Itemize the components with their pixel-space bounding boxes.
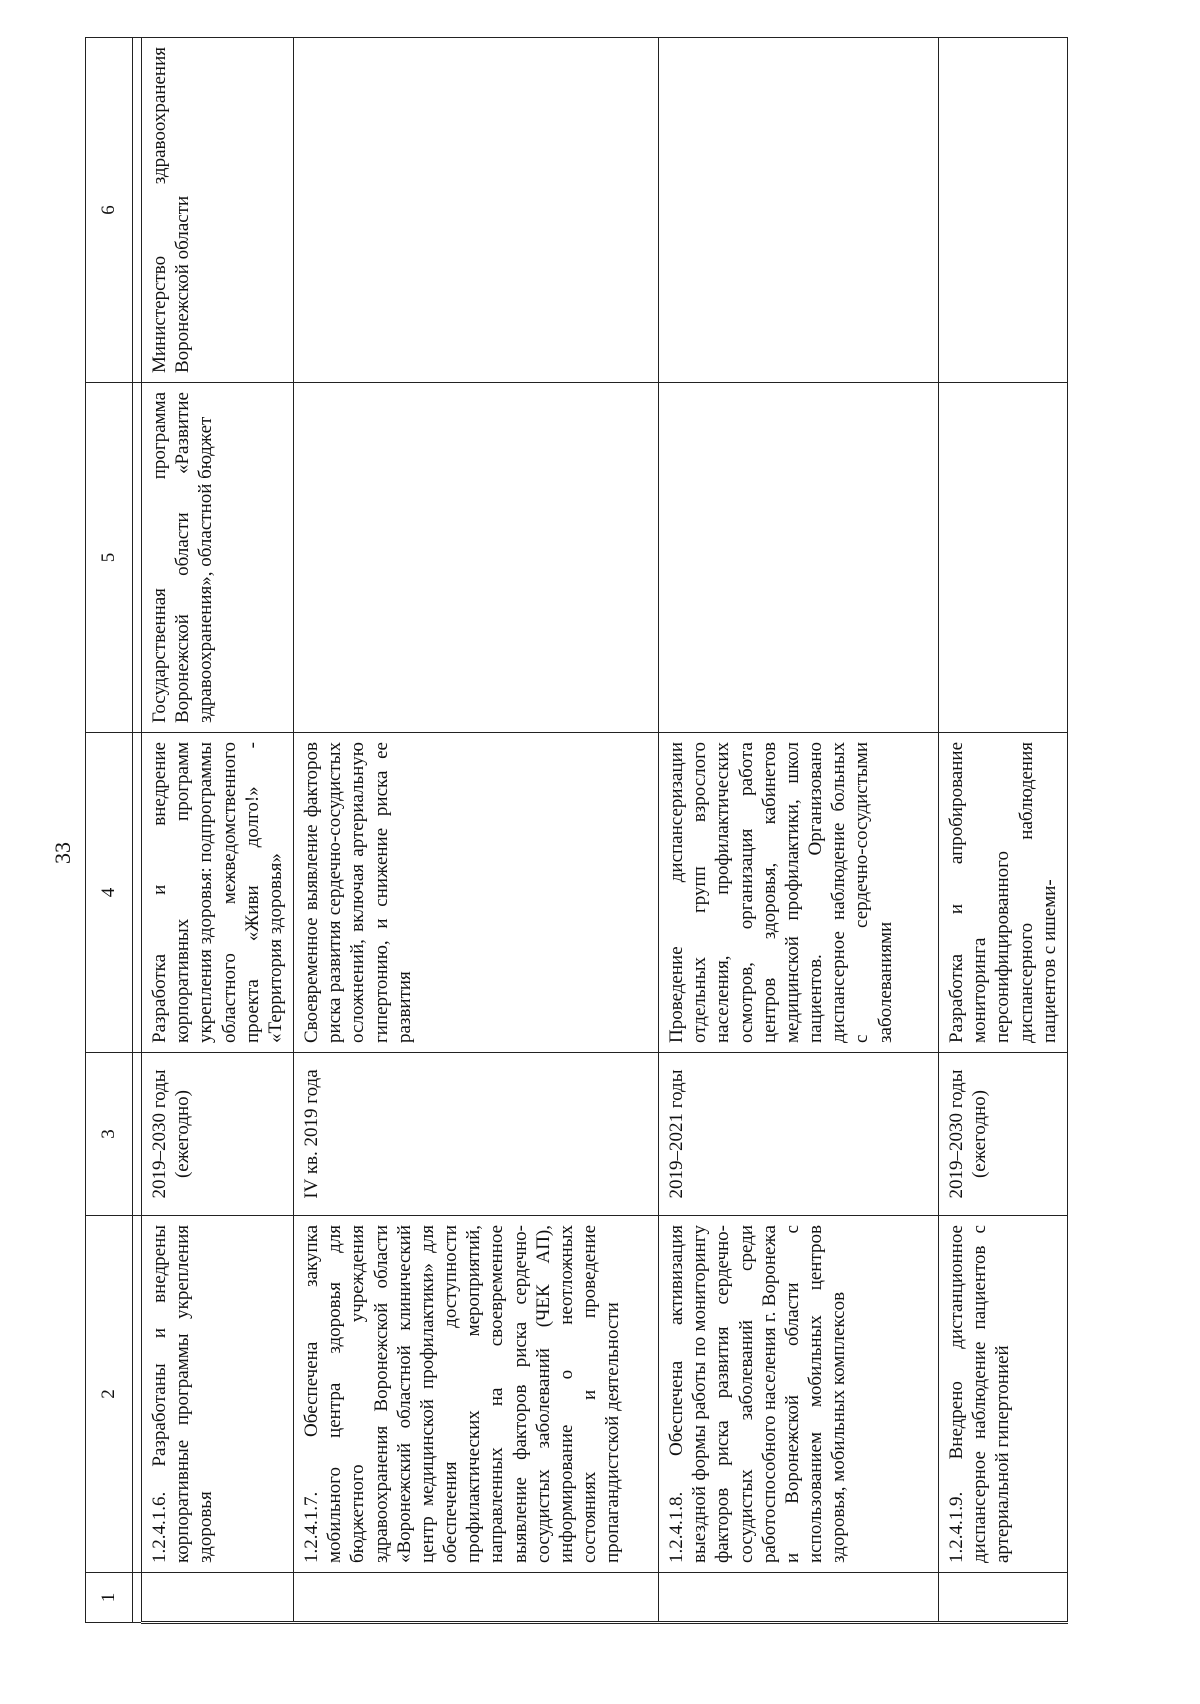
cell-deadline: IV кв. 2019 года: [294, 1053, 659, 1216]
cell-col1: [142, 1573, 294, 1623]
cell-description: Своевременное выявление факторов риска развития сердечно-сосудистых осложнений, включая артериальную гипертонию, и снижение риска ее развития: [294, 733, 659, 1053]
column-number: 5: [86, 383, 133, 733]
cell-description: Проведение диспансеризации отдельных групп взрослого населения, профилактических осмотров, организация работа центров здоровья, кабинетов медицинской профилактики, школ пациентов. Организовано диспансерное наблюдение больных с сердечно-сосудистыми заболеваниями: [659, 733, 939, 1053]
cell-col1: [294, 1573, 659, 1623]
cell-funding-source: [294, 383, 659, 733]
column-number: 1: [86, 1573, 133, 1623]
cell-responsible: Министерство здравоохранения Воронежской области: [142, 38, 294, 383]
cell-description: Разработка и апробирование мониторинга персонифицированного диспансерного наблюдения пациентов с ишеми-: [939, 733, 1068, 1053]
separator-row: [133, 38, 142, 1623]
table-row: [659, 38, 939, 1623]
table-row: [142, 38, 294, 1623]
cell-responsible: [939, 38, 1068, 383]
cell-col1: [939, 1573, 1068, 1623]
table-row: [294, 38, 659, 1623]
cell-measure: 1.2.4.1.7. Обеспечена закупка мобильного центра здоровья для бюджетного учреждения здравоохранения Воронежской области «Воронежский областной клинический центр медицинской профилактики» для обеспечения доступности профилактических мероприятий, направленных на своевременное выявление факторов риска сердечно-сосудистых заболеваний (ЧЕК АП), информирование о неотложных состояниях и проведение пропагандистской деятельности: [294, 1216, 659, 1573]
cell-measure: 1.2.4.1.9. Внедрено дистанционное диспансерное наблюдение пациентов с артериальной гипертонией: [939, 1216, 1068, 1573]
cell-funding-source: Государственная программа Воронежской области «Развитие здравоохранения», областной бюджет: [142, 383, 294, 733]
cell-deadline: 2019–2021 годы: [659, 1053, 939, 1216]
cell-deadline: 2019–2030 годы (ежегодно): [142, 1053, 294, 1216]
column-number-row: [86, 38, 133, 1623]
cell-description: Разработка и внедрение корпоративных программ укрепления здоровья: подпрограммы областного межведомственного проекта «Живи долго!» - «Территория здоровья»: [142, 733, 294, 1053]
column-number: 6: [86, 38, 133, 383]
cell-measure: 1.2.4.1.8. Обеспечена активизация выездной формы работы по мониторингу факторов риска развития сердечно-сосудистых заболеваний среди работоспособного населения г. Воронежа и Воронежской области с использованием мобильных центров здоровья, мобильных комплексов: [659, 1216, 939, 1573]
cell-funding-source: [939, 383, 1068, 733]
cell-measure: 1.2.4.1.6. Разработаны и внедрены корпоративные программы укрепления здоровья: [142, 1216, 294, 1573]
table-row: [939, 38, 1068, 1623]
cell-funding-source: [659, 383, 939, 733]
cell-responsible: [294, 38, 659, 383]
column-number: 3: [86, 1053, 133, 1216]
cell-col1: [659, 1573, 939, 1623]
cell-responsible: [659, 38, 939, 383]
page-number: 33: [50, 842, 75, 864]
cell-deadline: 2019–2030 годы (ежегодно): [939, 1053, 1068, 1216]
column-number: 4: [86, 733, 133, 1053]
measures-table: [85, 37, 1068, 1624]
column-number: 2: [86, 1216, 133, 1573]
